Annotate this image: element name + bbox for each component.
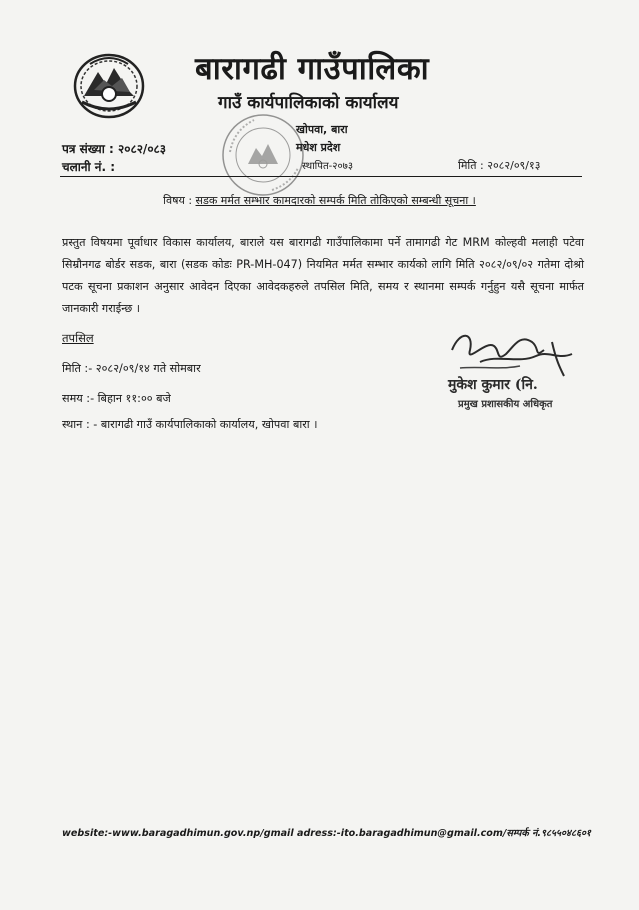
address-line-2: मधेश प्रदेश [296, 141, 341, 154]
subject-label: विषय : [163, 194, 193, 207]
signatory-name: मुकेश कुमार (नि. [448, 377, 538, 393]
office-subtitle: गाउँ कार्यपालिकाको कार्यालय [218, 93, 399, 113]
header-divider [60, 176, 582, 177]
established-year: स्थापित-२०७३ [302, 161, 354, 172]
detail-place: स्थान : - बारागढी गाउँ कार्यपालिकाको कार्यालय, खोपवा बारा । [62, 418, 318, 431]
address-line-1: खोपवा, बारा [296, 123, 348, 136]
details-heading: तपसिल [62, 331, 94, 345]
detail-time: समय :- बिहान ११:०० बजे [62, 392, 171, 405]
detail-date: मिति :- २०८२/०९/१४ गते सोमबार [62, 362, 201, 375]
footer-contact: website:-www.baragadhimun.gov.np/gmail adress:-ito.baragadhimun@gmail.com/सम्पर्क नं.९८५५०४८६०१ [62, 828, 591, 839]
subject-text: सडक मर्मत सम्भार कामदारको सम्पर्क मिति तोकिएको सम्बन्धी सूचना । [195, 194, 476, 207]
dispatch-number: चलानी नं. : [62, 160, 116, 174]
reference-number: पत्र संख्या : २०८२/०८३ [62, 142, 167, 156]
signatory-title: प्रमुख प्रशासकीय अधिकृत [458, 399, 553, 410]
nepal-emblem-icon [72, 50, 146, 120]
office-seal-stamp [220, 112, 306, 198]
body-paragraph: प्रस्तुत विषयमा पूर्वाधार विकास कार्यालय, बाराले यस बारागढी गाउँपालिकामा पर्ने तामागढी गेट MRM कोल्हवी मलाही पटेवा सिम्रौनगढ बोर्डर सडक, बारा (सडक कोडः PR-MH-047) नियमित मर्मत सम्भार कार्यको लागि मिति २०८२/०९/०२ गतेमा दोश्रो पटक सूचना प्रकाशन अनुसार आवेदन दिएका आवेदकहरुले तपसिल मिति, समय र स्थानमा सम्पर्क गर्नुहुन यसै सूचना मार्फत जानकारी गराईन्छ । [62, 236, 584, 315]
letter-date: मिति : २०८२/०९/१३ [458, 159, 541, 172]
subject-line [0, 193, 639, 208]
municipality-title: बारागढी गाउँपालिका [195, 51, 430, 87]
